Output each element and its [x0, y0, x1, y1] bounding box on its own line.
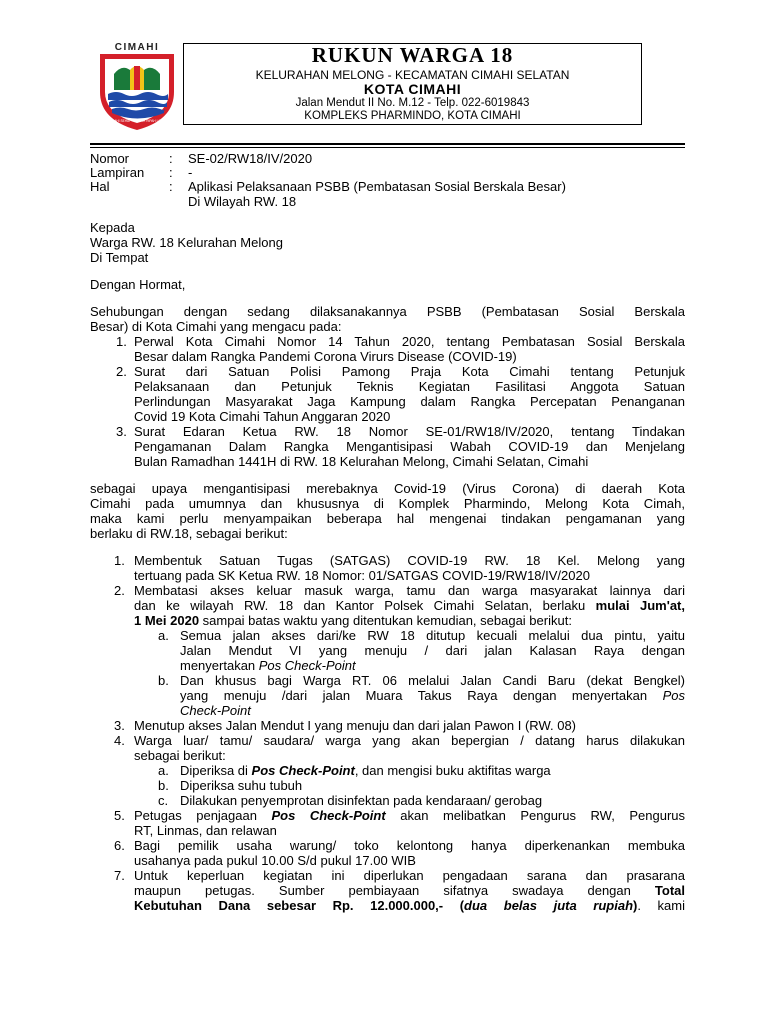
measure-number: 6. — [114, 838, 125, 853]
amount-in-words: dua belas juta rupiah — [464, 898, 634, 913]
hal-value-2: Di Wilayah RW. 18 — [188, 194, 297, 209]
sub-item-letter: a. — [158, 628, 169, 643]
recipient-name: Warga RW. 18 Kelurahan Melong — [90, 235, 283, 250]
ref-number: 2. — [116, 364, 127, 379]
measure-2-line-3: 1 Mei 2020 sampai batas waktu yang ditentukan kemudian, sebagai berikut: — [134, 613, 572, 628]
cimahi-city-logo — [96, 40, 178, 132]
ref-line: Perwal Kota Cimahi Nomor 14 Tahun 2020, tentang Pembatasan Sosial Berskala — [134, 334, 685, 349]
hal-value: Aplikasi Pelaksanaan PSBB (Pembatasan Sosial Berskala Besar) — [188, 179, 566, 194]
sub-item-letter: a. — [158, 763, 169, 778]
measure-number: 4. — [114, 733, 125, 748]
recipient-place: Di Tempat — [90, 250, 149, 265]
measure-2b-line-1: Dan khusus bagi Warga RT. 06 melalui Jalan Candi Baru (dekat Bengkel) — [180, 673, 685, 688]
org-address: Jalan Mendut II No. M.12 - Telp. 022-6019843 — [295, 97, 530, 109]
letterhead-rule — [90, 143, 685, 145]
colon: : — [169, 179, 173, 194]
measure-7-line-3: Kebutuhan Dana sebesar Rp. 12.000.000,- (dua belas juta rupiah). kami — [134, 898, 685, 913]
measure-2b-line-3: Check-Point — [180, 703, 251, 718]
ref-line: Covid 19 Kota Cimahi Tahun Anggaran 2020 — [134, 409, 391, 424]
effective-date: 1 Mei 2020 — [134, 613, 200, 628]
measure-4c: Dilakukan penyemprotan disinfektan pada kendaraan/ gerobag — [180, 793, 543, 808]
intro-line-1: Sehubungan dengan sedang dilaksanakannya PSBB (Pembatasan Sosial Berskala — [90, 304, 685, 319]
measure-2a-line-2: Jalan Mendut VI yang menuju / dari jalan Kalasan Raya dengan — [180, 643, 685, 658]
org-subtitle: KELURAHAN MELONG - KECAMATAN CIMAHI SELATAN — [255, 68, 570, 82]
measure-6-line-1: Bagi pemilik usaha warung/ toko kelontong hanya diperkenankan membuka — [134, 838, 685, 853]
letterhead-rule-thin — [90, 147, 685, 148]
lampiran-label: Lampiran — [90, 165, 145, 180]
hal-label: Hal — [90, 179, 110, 194]
sub-item-letter: b. — [158, 673, 169, 688]
logo-motto: KOTA CIMAHI SEHAT · GEMAH RIPAH LOH JINAWI — [99, 119, 175, 123]
sub-item-letter: c. — [158, 793, 169, 808]
measure-4a: Diperiksa di Pos Check-Point, dan mengisi buku aktifitas warga — [180, 763, 551, 778]
ref-line: Surat Edaran Ketua RW. 18 Nomor SE-01/RW18/IV/2020, tentang Tindakan — [134, 424, 685, 439]
para2-line-2: Cimahi pada umumnya dan khususnya di Komplek Pharmindo, Melong Kota Cimah, — [90, 496, 685, 511]
measure-number: 1. — [114, 553, 125, 568]
measure-7-line-2: maupun petugas. Sumber pembiayaan sifatnya swadaya dengan Total — [134, 883, 685, 898]
ref-line: Surat dari Satuan Polisi Pamong Praja Kota Cimahi tentang Petunjuk — [134, 364, 685, 379]
org-address-2: KOMPLEKS PHARMINDO, KOTA CIMAHI — [304, 110, 521, 122]
ref-line: Bulan Ramadhan 1441H di RW. 18 Kelurahan Melong, Cimahi Selatan, Cimahi — [134, 454, 589, 469]
measure-1-line-2: tertuang pada SK Ketua RW. 18 Nomor: 01/SATGAS COVID-19/RW18/IV/2020 — [134, 568, 590, 583]
para2-line-3: maka kami perlu menyampaikan beberapa hal mengenai tindakan pengamanan yang — [90, 511, 685, 526]
measure-2a-line-1: Semua jalan akses dari/ke RW 18 ditutup kecuali melalui dua pintu, yaitu — [180, 628, 685, 643]
measure-number: 7. — [114, 868, 125, 883]
ref-number: 1. — [116, 334, 127, 349]
measure-5-line-2: RT, Linmas, dan relawan — [134, 823, 277, 838]
ref-line: Pelaksanaan dan Petunjuk Teknis Kegiatan Fasilitasi Anggota Satuan — [134, 379, 685, 394]
greeting: Dengan Hormat, — [90, 277, 186, 292]
sub-item-letter: b. — [158, 778, 169, 793]
measure-3-line-1: Menutup akses Jalan Mendut I yang menuju dan dari jalan Pawon I (RW. 08) — [134, 718, 577, 733]
measure-1-line-1: Membentuk Satuan Tugas (SATGAS) COVID-19 RW. 18 Kel. Melong yang — [134, 553, 685, 568]
colon: : — [169, 151, 173, 166]
measure-2-line-1: Membatasi akses keluar masuk warga, tamu dan warga masyarakat lainnya dari — [134, 583, 685, 598]
measure-5-line-1: Petugas penjagaan Pos Check-Point akan melibatkan Pengurus RW, Pengurus — [134, 808, 685, 823]
colon: : — [169, 165, 173, 180]
effective-date-start: mulai Jum'at, — [595, 598, 685, 613]
measure-2a-line-3: menyertakan Pos Check-Point — [180, 658, 356, 673]
para2-line-1: sebagai upaya mengantisipasi merebaknya Covid-19 (Virus Corona) di daerah Kota — [90, 481, 685, 496]
measure-number: 5. — [114, 808, 125, 823]
ref-line: Perlindungan Masyarakat Jaga Kampung dalam Rangka Percepatan Penanganan — [134, 394, 685, 409]
ref-line: Besar dalam Rangka Pandemi Corona Virurs Disease (COVID-19) — [134, 349, 517, 364]
measure-2-line-2: dan ke wilayah RW. 18 dan Kantor Polsek Cimahi Selatan, berlaku mulai Jum'at, — [134, 598, 685, 613]
measure-number: 2. — [114, 583, 125, 598]
ref-number: 3. — [116, 424, 127, 439]
measure-4-line-1: Warga luar/ tamu/ saudara/ warga yang akan bepergian / datang harus dilakukan — [134, 733, 685, 748]
measure-number: 3. — [114, 718, 125, 733]
nomor-value: SE-02/RW18/IV/2020 — [188, 151, 313, 166]
ref-line: Pengamanan Dalam Rangka Mengantisipasi Wabah COVID-19 dan Menjelang — [134, 439, 685, 454]
measure-7-line-1: Untuk keperluan kegiatan ini diperlukan pengadaan sarana dan prasarana — [134, 868, 685, 883]
measure-2b-line-2: yang menuju /dari jalan Muara Takus Raya dengan menyertakan Pos — [180, 688, 685, 703]
org-city: KOTA CIMAHI — [363, 81, 462, 97]
recipient-kepada: Kepada — [90, 220, 135, 235]
intro-line-2: Besar) di Kota Cimahi yang mengacu pada: — [90, 319, 342, 334]
para2-line-4: berlaku di RW.18, sebagai berikut: — [90, 526, 288, 541]
nomor-label: Nomor — [90, 151, 130, 166]
org-name: RUKUN WARGA 18 — [311, 43, 514, 67]
logo-text: CIMAHI — [114, 42, 160, 53]
measure-4-line-2: sebagai berikut: — [134, 748, 226, 763]
lampiran-value: - — [188, 165, 193, 180]
letterhead-box — [183, 43, 642, 125]
measure-6-line-2: usahanya pada pukul 10.00 S/d pukul 17.00 WIB — [134, 853, 416, 868]
measure-4b: Diperiksa suhu tubuh — [180, 778, 303, 793]
